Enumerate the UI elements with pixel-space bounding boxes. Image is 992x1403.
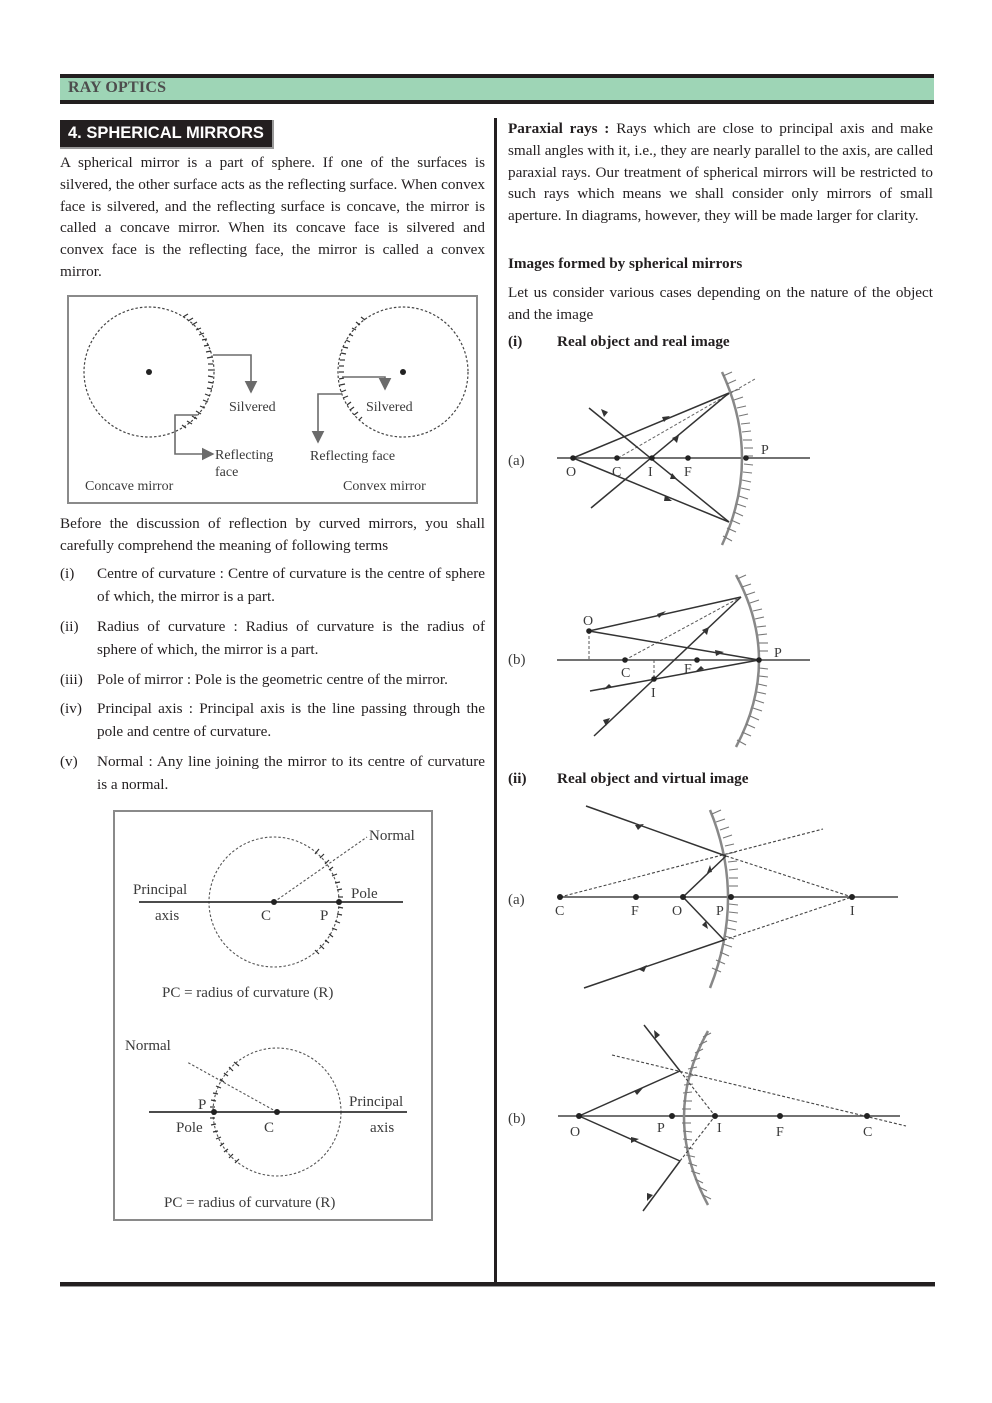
point-p: [728, 894, 734, 900]
convex-centre-dot: [400, 369, 406, 375]
ray-reflected-upper: [586, 806, 726, 856]
diagram-real-virtual-a: [500, 800, 910, 1000]
virtual-ray-lower: [724, 897, 852, 940]
point-c: [622, 657, 628, 663]
top-axis-label: axis: [155, 908, 180, 924]
arrowhead: [654, 1030, 660, 1039]
ray-incident-upper: [573, 393, 729, 458]
column-divider: [494, 118, 497, 1284]
ray-reflected-lower: [589, 408, 729, 522]
top-pole-label: Pole: [351, 886, 378, 902]
convex-reflecting-arrow: [318, 394, 342, 442]
term-item: [60, 615, 485, 661]
top-principal-label: Principal: [133, 882, 188, 898]
footer-rule-shadow: [60, 1286, 935, 1287]
convex-silvered-arrow: [342, 377, 385, 389]
label-o: O: [583, 614, 594, 629]
term-number: (iv): [60, 700, 82, 717]
diagram-real-virtual-b: [500, 1015, 920, 1215]
term-text: Principal axis : Principal axis is the line passing through the pole and centre of curvature.: [97, 700, 485, 740]
top-centre-dot: [271, 899, 277, 905]
ray-to-mirror-top: [589, 597, 741, 631]
convex-silvered-label: Silvered: [366, 400, 413, 415]
normal-dashed: [625, 597, 741, 660]
label-i: I: [717, 1121, 722, 1136]
label-p: P: [716, 904, 724, 919]
section-heading: 4. SPHERICAL MIRRORS: [60, 120, 274, 149]
point-i: [651, 676, 657, 682]
concave-reflecting-arrow: [175, 415, 213, 454]
header-band: [60, 78, 934, 100]
concave-centre-dot: [146, 369, 152, 375]
point-f: [633, 894, 639, 900]
label-o: O: [672, 904, 683, 919]
arrowhead: [715, 650, 724, 656]
top-p-label: P: [320, 908, 329, 924]
mirror-hatch: [712, 810, 738, 972]
point-f: [777, 1113, 783, 1119]
arrowhead: [601, 409, 608, 417]
top-pole-dot: [336, 899, 342, 905]
point-o: [680, 894, 686, 900]
label-f: F: [776, 1125, 784, 1140]
arrowhead: [672, 435, 679, 443]
point-p: [669, 1113, 675, 1119]
term-number: (ii): [60, 618, 79, 635]
point-c: [557, 894, 563, 900]
top-caption: PC = radius of curvature (R): [162, 985, 334, 1001]
term-text: Centre of curvature : Centre of curvature is the centre of sphere of which, the mirror is a part.: [97, 565, 485, 605]
header-rule-bottom: [60, 100, 934, 104]
bottom-p-label: P: [198, 1097, 207, 1113]
diagram-label: (b): [508, 1111, 526, 1127]
point-o: [586, 628, 592, 634]
term-text: Normal : Any line joining the mirror to its centre of curvature is a normal.: [97, 753, 485, 793]
ray-incident-lower: [579, 1116, 680, 1161]
bottom-caption: PC = radius of curvature (R): [164, 1195, 336, 1211]
point-c: [614, 455, 620, 461]
arrowhead: [603, 684, 612, 690]
label-c: C: [555, 904, 565, 919]
normal-dashed-upper: [560, 829, 823, 897]
bottom-c-label: C: [264, 1120, 275, 1136]
top-c-label: C: [261, 908, 272, 924]
diagram-real-real-a: [500, 360, 820, 555]
label-o: O: [570, 1125, 581, 1140]
concave-caption: Concave mirror: [85, 479, 174, 494]
figure-concave-convex: [67, 295, 478, 504]
paraxial-text: Rays which are close to principal axis and make small angles with it, i.e., they are nearly parallel to the axis, are called paraxial rays. Our treatment of spherical mirrors will be restricted to such rays which means we shall consider only mirrors of small aperture. In diagrams, however, they will be made larger for clarity.: [508, 120, 934, 225]
bottom-normal-label: Normal: [125, 1038, 171, 1054]
diagram-label: (a): [508, 892, 525, 908]
diagram-label: (a): [508, 453, 525, 469]
arrowhead: [638, 965, 647, 972]
ray-reflected-lower: [584, 940, 724, 988]
top-normal-label: Normal: [369, 828, 415, 844]
point-c: [864, 1113, 870, 1119]
point-p: [743, 455, 749, 461]
term-text: Radius of curvature : Radius of curvature is the radius of sphere of which, the mirror is a part.: [97, 618, 485, 658]
term-item: [60, 697, 485, 743]
point-o: [570, 455, 576, 461]
arrowhead: [707, 865, 712, 873]
concave-reflecting-label-1: Reflecting: [215, 448, 274, 463]
label-f: F: [684, 465, 692, 480]
label-i: I: [648, 465, 653, 480]
ray-to-pole: [589, 631, 759, 660]
figure-pole-normal: [113, 810, 433, 1221]
ray-reflected-upper: [644, 1025, 680, 1071]
label-f: F: [631, 904, 639, 919]
ray-incident-upper: [683, 856, 726, 897]
point-f: [694, 657, 700, 663]
intro-paragraph: A spherical mirror is a part of sphere. If one of the surfaces is silvered, the other surface acts as the reflecting surface. When convex face is silvered, and the reflecting surface is concave, the mirror is called a concave mirror. When its concave face is silvered and convex face is the reflecting face, the mirror is called a convex mirror.: [60, 154, 485, 280]
bottom-pole-label: Pole: [176, 1120, 203, 1136]
label-c: C: [612, 465, 622, 480]
concave-silvering-hatch: [182, 314, 213, 428]
convex-caption: Convex mirror: [343, 479, 426, 494]
point-i: [712, 1113, 718, 1119]
case2-number: (ii): [508, 770, 527, 787]
images-intro: Let us consider various cases depending on the nature of the object and the image: [508, 284, 933, 323]
point-i: [649, 455, 655, 461]
bottom-pole-dot: [211, 1109, 217, 1115]
ray-reflected-through-f: [594, 597, 741, 736]
paraxial-paragraph: [508, 118, 933, 227]
case1-number: (i): [508, 333, 523, 350]
terms-intro: Before the discussion of reflection by curved mirrors, you shall carefully comprehend the meaning of following terms: [60, 515, 485, 554]
paraxial-term: Paraxial rays :: [508, 120, 610, 137]
term-item: [60, 668, 485, 691]
point-i: [849, 894, 855, 900]
point-f: [685, 455, 691, 461]
concave-silvered-arrow: [213, 355, 251, 392]
label-c: C: [863, 1125, 873, 1140]
ray-incident-upper: [579, 1071, 680, 1116]
label-i: I: [850, 904, 855, 919]
label-p: P: [761, 443, 769, 458]
point-o: [576, 1113, 582, 1119]
case1-title: Real object and real image: [557, 333, 730, 350]
images-heading: Images formed by spherical mirrors: [508, 255, 743, 272]
bottom-principal-label: Principal: [349, 1094, 404, 1110]
diagram-label: (b): [508, 652, 526, 668]
label-c: C: [621, 666, 631, 681]
concave-reflecting-label-2: face: [215, 465, 239, 480]
virtual-ray-upper: [726, 856, 852, 897]
case2-title: Real object and virtual image: [557, 770, 749, 787]
ray-reflected-lower: [643, 1161, 680, 1211]
point-p: [756, 657, 762, 663]
chapter-title: RAY OPTICS: [68, 79, 167, 96]
mirror-hatch: [723, 372, 753, 541]
bottom-centre-dot: [274, 1109, 280, 1115]
bottom-axis-label: axis: [370, 1120, 395, 1136]
diagram-real-real-b: [500, 565, 820, 755]
pole-centre-diagram: [115, 812, 431, 1219]
convex-silvering-hatch: [339, 317, 365, 420]
term-number: (v): [60, 753, 78, 770]
convex-reflecting-label: Reflecting face: [310, 449, 396, 464]
ray-reflected-from-pole: [590, 660, 759, 691]
label-i: I: [651, 686, 656, 701]
label-p: P: [657, 1121, 665, 1136]
term-number: (i): [60, 565, 75, 582]
concave-silvered-label: Silvered: [229, 400, 276, 415]
term-text: Pole of mirror : Pole is the geometric centre of the mirror.: [97, 671, 448, 688]
label-f: F: [684, 662, 692, 677]
term-item: [60, 750, 485, 796]
label-o: O: [566, 465, 577, 480]
mirror-types-diagram: [69, 297, 476, 502]
ray-reflected-upper: [591, 393, 729, 508]
label-p: P: [774, 646, 782, 661]
term-item: [60, 562, 485, 608]
term-number: (iii): [60, 671, 83, 688]
